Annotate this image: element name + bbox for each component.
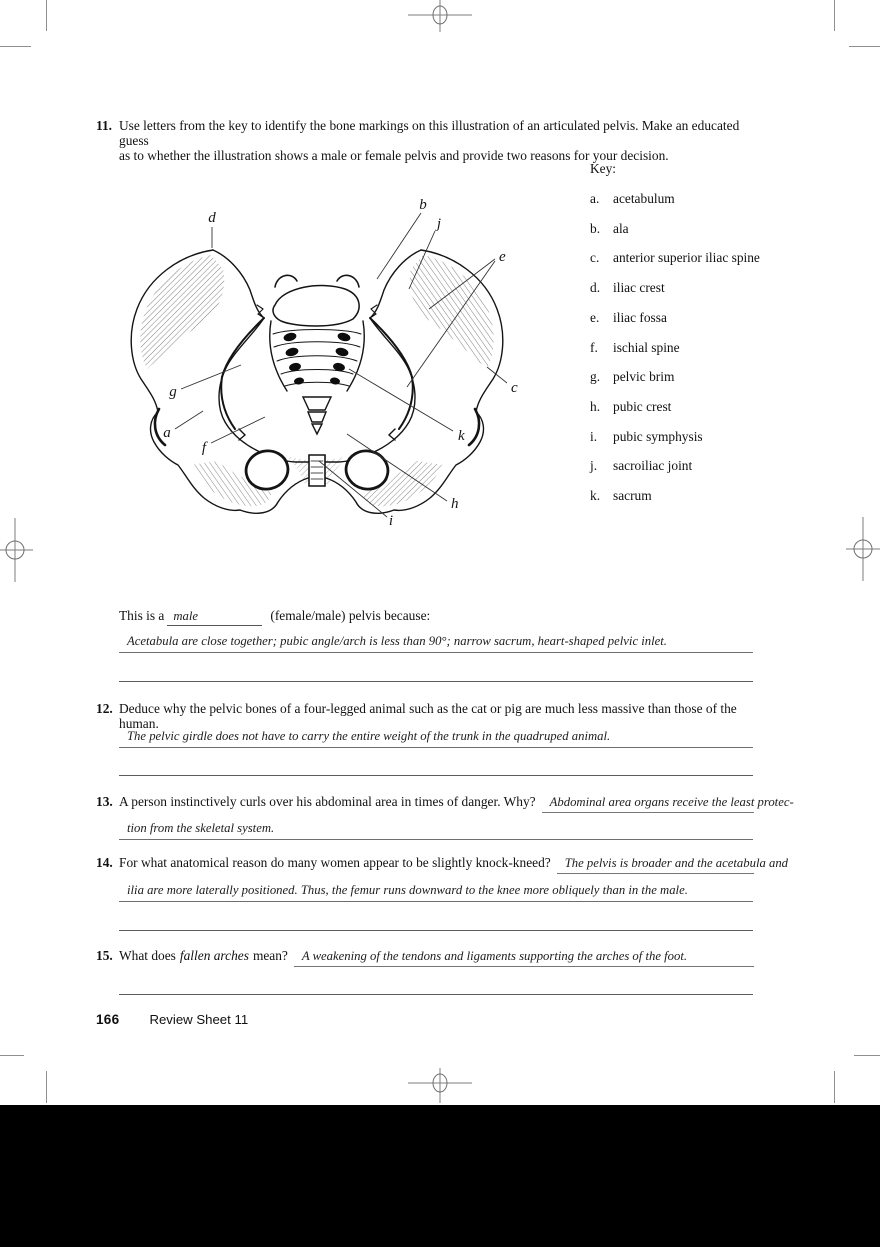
key-item-label: acetabulum bbox=[613, 191, 675, 207]
crop-mark-top-left-horizontal bbox=[0, 46, 31, 47]
q15-blank-rule bbox=[119, 994, 753, 995]
key-title: Key: bbox=[590, 161, 617, 176]
q14-blank-rule bbox=[119, 930, 753, 931]
registration-mark-top bbox=[404, 0, 476, 34]
figure-label-i: i bbox=[388, 513, 394, 529]
key-item bbox=[590, 281, 870, 296]
key-item bbox=[590, 341, 870, 356]
question-11-number: 11. bbox=[96, 118, 112, 133]
registration-mark-right bbox=[845, 515, 880, 583]
key-item-letter: g. bbox=[590, 369, 601, 385]
page-footer bbox=[96, 1012, 248, 1027]
question-15-suffix: mean? bbox=[252, 948, 288, 963]
question-12-number: 12. bbox=[96, 701, 113, 716]
key-item-label: sacrum bbox=[613, 487, 652, 503]
crop-mark-top-right-vertical bbox=[834, 0, 835, 31]
figure-label-g: g bbox=[169, 384, 177, 400]
key-item-label: sacroiliac joint bbox=[613, 458, 693, 474]
key-item bbox=[590, 459, 870, 474]
crop-mark-top-right-horizontal bbox=[849, 46, 880, 47]
figure-label-a: a bbox=[163, 425, 171, 441]
key-item-label: ala bbox=[613, 220, 629, 236]
q14-answer-inline: The pelvis is broader and the acetabula and bbox=[557, 856, 754, 874]
q13-answer-line2: tion from the skeletal system. bbox=[119, 821, 753, 840]
figure-label-b: b bbox=[419, 197, 427, 213]
q15-answer-inline: A weakening of the tendons and ligaments supporting the arches of the foot. bbox=[294, 949, 754, 967]
key-item-letter: b. bbox=[590, 220, 601, 236]
key-item-label: iliac crest bbox=[613, 280, 665, 296]
key-item-letter: k. bbox=[590, 487, 601, 503]
q11-blank-rule bbox=[119, 681, 753, 682]
key-item-label: ischial spine bbox=[613, 339, 680, 355]
question-11-text-line1: Use letters from the key to identify the bone markings on this illustration of an articulated pelvis. Make an educated guess bbox=[119, 118, 740, 148]
key-item-letter: j. bbox=[590, 458, 598, 474]
question-15-prefix: What does bbox=[119, 948, 176, 963]
key-item-label: pubic crest bbox=[613, 398, 672, 414]
key-item-letter: d. bbox=[590, 280, 601, 296]
registration-mark-bottom bbox=[404, 1066, 476, 1104]
crop-mark-bottom-left-vertical bbox=[46, 1071, 47, 1103]
key-item-label: anterior superior iliac spine bbox=[613, 250, 760, 266]
q12-blank-rule bbox=[119, 775, 753, 776]
crop-mark-bottom-right-vertical bbox=[834, 1071, 835, 1103]
figure-label-k: k bbox=[458, 428, 465, 444]
key-item-letter: h. bbox=[590, 398, 601, 414]
crop-mark-top-left-vertical bbox=[46, 0, 47, 31]
question-14-text: For what anatomical reason do many women appear to be slightly knock-kneed? bbox=[119, 855, 551, 870]
fill-in-suffix: (female/male) pelvis because: bbox=[270, 608, 431, 623]
key-item-label: pubic symphysis bbox=[613, 428, 703, 444]
key-item-letter: c. bbox=[590, 250, 600, 266]
question-15-italic-term: fallen arches bbox=[179, 948, 249, 963]
key-item bbox=[590, 430, 870, 445]
footer-page-number: 166 bbox=[96, 1012, 120, 1027]
pelvis-illustration bbox=[125, 193, 545, 541]
question-13-number: 13. bbox=[96, 794, 113, 809]
key-item-letter: f. bbox=[590, 339, 598, 355]
key-item bbox=[590, 192, 870, 207]
question-12 bbox=[96, 702, 758, 732]
fill-in-prefix: This is a bbox=[119, 608, 165, 623]
figure-label-j: j bbox=[436, 216, 442, 232]
q11-reason-answer-line: Acetabula are close together; pubic angle/arch is less than 90°; narrow sacrum, heart-shaped pelvic inlet. bbox=[119, 634, 753, 653]
key-item-letter: e. bbox=[590, 309, 600, 325]
male-female-answer-blank: male bbox=[167, 609, 262, 626]
key-item bbox=[590, 222, 870, 237]
answer-key-list bbox=[590, 161, 870, 504]
figure-label-f: f bbox=[201, 440, 207, 456]
question-15-number: 15. bbox=[96, 948, 113, 963]
key-item bbox=[590, 489, 870, 504]
figure-label-h: h bbox=[451, 496, 459, 512]
question-13 bbox=[96, 794, 794, 813]
question-15 bbox=[96, 948, 754, 967]
q12-answer-line: The pelvic girdle does not have to carry the entire weight of the trunk in the quadruped animal. bbox=[119, 729, 753, 748]
key-item-label: iliac fossa bbox=[613, 309, 667, 325]
male-female-fill-in-line bbox=[119, 608, 430, 626]
question-11-text-line2: as to whether the illustration shows a male or female pelvis and provide two reasons for your decision. bbox=[119, 147, 669, 163]
scan-black-band bbox=[0, 1105, 880, 1247]
key-item-letter: i. bbox=[590, 428, 598, 444]
key-item-letter: a. bbox=[590, 191, 600, 207]
question-14-number: 14. bbox=[96, 855, 113, 870]
key-item bbox=[590, 400, 870, 415]
key-item bbox=[590, 311, 870, 326]
figure-label-d: d bbox=[208, 210, 216, 226]
key-item-label: pelvic brim bbox=[613, 369, 675, 385]
figure-label-c: c bbox=[511, 380, 518, 396]
question-13-text: A person instinctively curls over his abdominal area in times of danger. Why? bbox=[119, 794, 536, 809]
registration-mark-left bbox=[0, 516, 36, 584]
crop-mark-bottom-right-horizontal bbox=[854, 1055, 880, 1056]
question-12-text: Deduce why the pelvic bones of a four-legged animal such as the cat or pig are much less massive than those of the human. bbox=[119, 701, 737, 731]
q13-answer-inline: Abdominal area organs receive the least protec- bbox=[542, 795, 754, 813]
key-item bbox=[590, 370, 870, 385]
question-14 bbox=[96, 855, 789, 874]
question-11 bbox=[96, 119, 758, 164]
q14-answer-line2: ilia are more laterally positioned. Thus, the femur runs downward to the knee more obliquely than in the male. bbox=[119, 883, 753, 902]
crop-mark-bottom-left-horizontal bbox=[0, 1055, 24, 1056]
figure-label-e: e bbox=[499, 249, 506, 265]
pelvis-bone-drawing bbox=[131, 250, 503, 513]
footer-title: Review Sheet 11 bbox=[149, 1012, 249, 1027]
key-item bbox=[590, 251, 870, 266]
